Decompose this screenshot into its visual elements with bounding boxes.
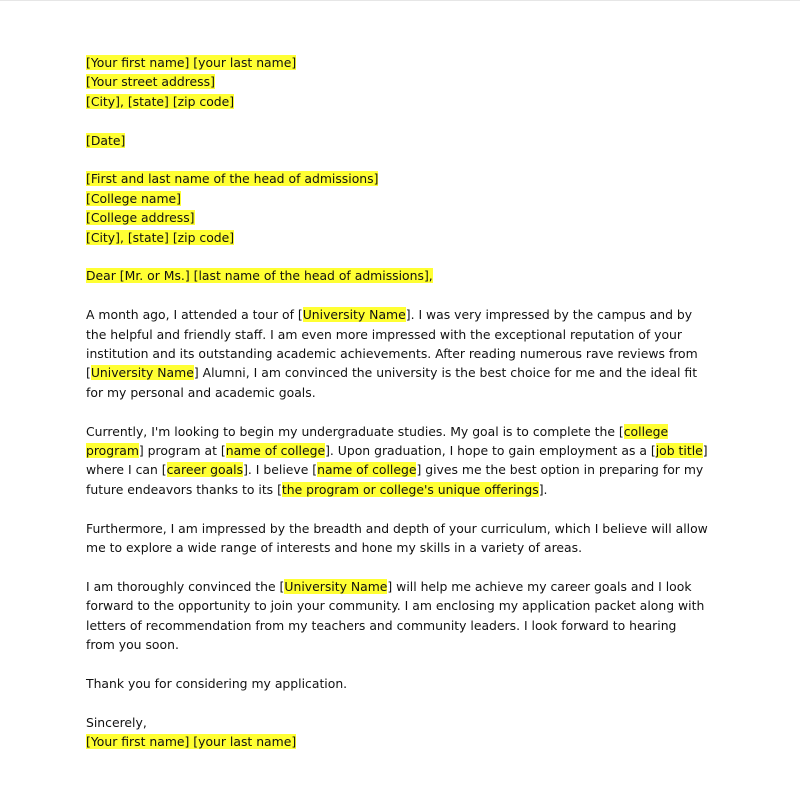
sender-street: [Your street address] [86,74,215,90]
placeholder-career-goals: career goals [166,462,244,478]
placeholder-name-of-college: name of college [317,462,417,478]
placeholder-name-of-college: name of college [225,443,326,459]
placeholder-university-name: University Name [302,307,406,323]
cover-letter [86,53,708,751]
recipient-college: [College name] [86,190,181,206]
paragraph-text: ] where I can [ [86,443,708,478]
placeholder-university-name: University Name [90,365,194,381]
closing-thanks: Thank you for considering my application. [86,675,348,691]
recipient-city-line: [City], [state] [zip code] [86,229,235,245]
paragraph-text: ] program at [ [138,443,226,459]
placeholder-college-program: college program [86,423,669,459]
paragraph-text: ] gives me the best option in preparing for my future endeavors thanks to its [ [86,462,704,497]
paragraph-3: Furthermore, I am impressed by the breadth and depth of your curriculum, which I believe will allow me to explore a wide range of interests and hone my skills in a variety of areas. [86,520,708,556]
paragraph-1 [86,305,708,402]
paragraph-text: Currently, I'm looking to begin my undergraduate studies. My goal is to complete the [ [86,423,624,439]
signature: [Your first name] [your last name] [86,734,297,750]
paragraph-text: ]. [538,481,548,497]
paragraph-text: ] Alumni, I am convinced the university is the best choice for me and the ideal fit for my personal and academic goals. [86,365,698,400]
paragraph-text: ]. Upon graduation, I hope to gain employment as a [ [325,443,656,459]
paragraph-4 [86,577,708,655]
sender-name: [Your first name] [your last name] [86,55,297,70]
recipient-name: [First and last name of the head of admissions] [86,171,379,187]
paragraph-text: A month ago, I attended a tour of [ [86,307,303,323]
paragraph-2 [86,422,708,500]
paragraph-text: ]. I was very impressed by the campus and by the helpful and friendly staff. I am even more impressed with the exceptional reputation of your institution and its outstanding academic achievements. After reading numerous rave reviews from [ [86,307,698,381]
placeholder-job-title: job title [655,443,703,459]
salutation: Dear [Mr. or Ms.] [last name of the head of admissions], [86,268,433,284]
letter-date: [Date] [86,132,126,148]
paragraph-text: ]. I believe [ [243,462,318,478]
paragraph-text: ] will help me achieve my career goals and I look forward to the opportunity to join your community. I am enclosing my application packet along with letters of recommendation from my teachers and community leaders. I look forward to hearing from you soon. [86,578,705,653]
placeholder-university-name: University Name [284,578,388,594]
placeholder-unique-offerings: the program or college's unique offerings [281,481,539,497]
closing: Sincerely, [86,714,147,730]
sender-city-line: [City], [state] [zip code] [86,93,235,109]
sender-block [86,53,708,72]
recipient-address: [College address] [86,210,195,226]
paragraph-text: I am thoroughly convinced the [ [86,578,285,594]
